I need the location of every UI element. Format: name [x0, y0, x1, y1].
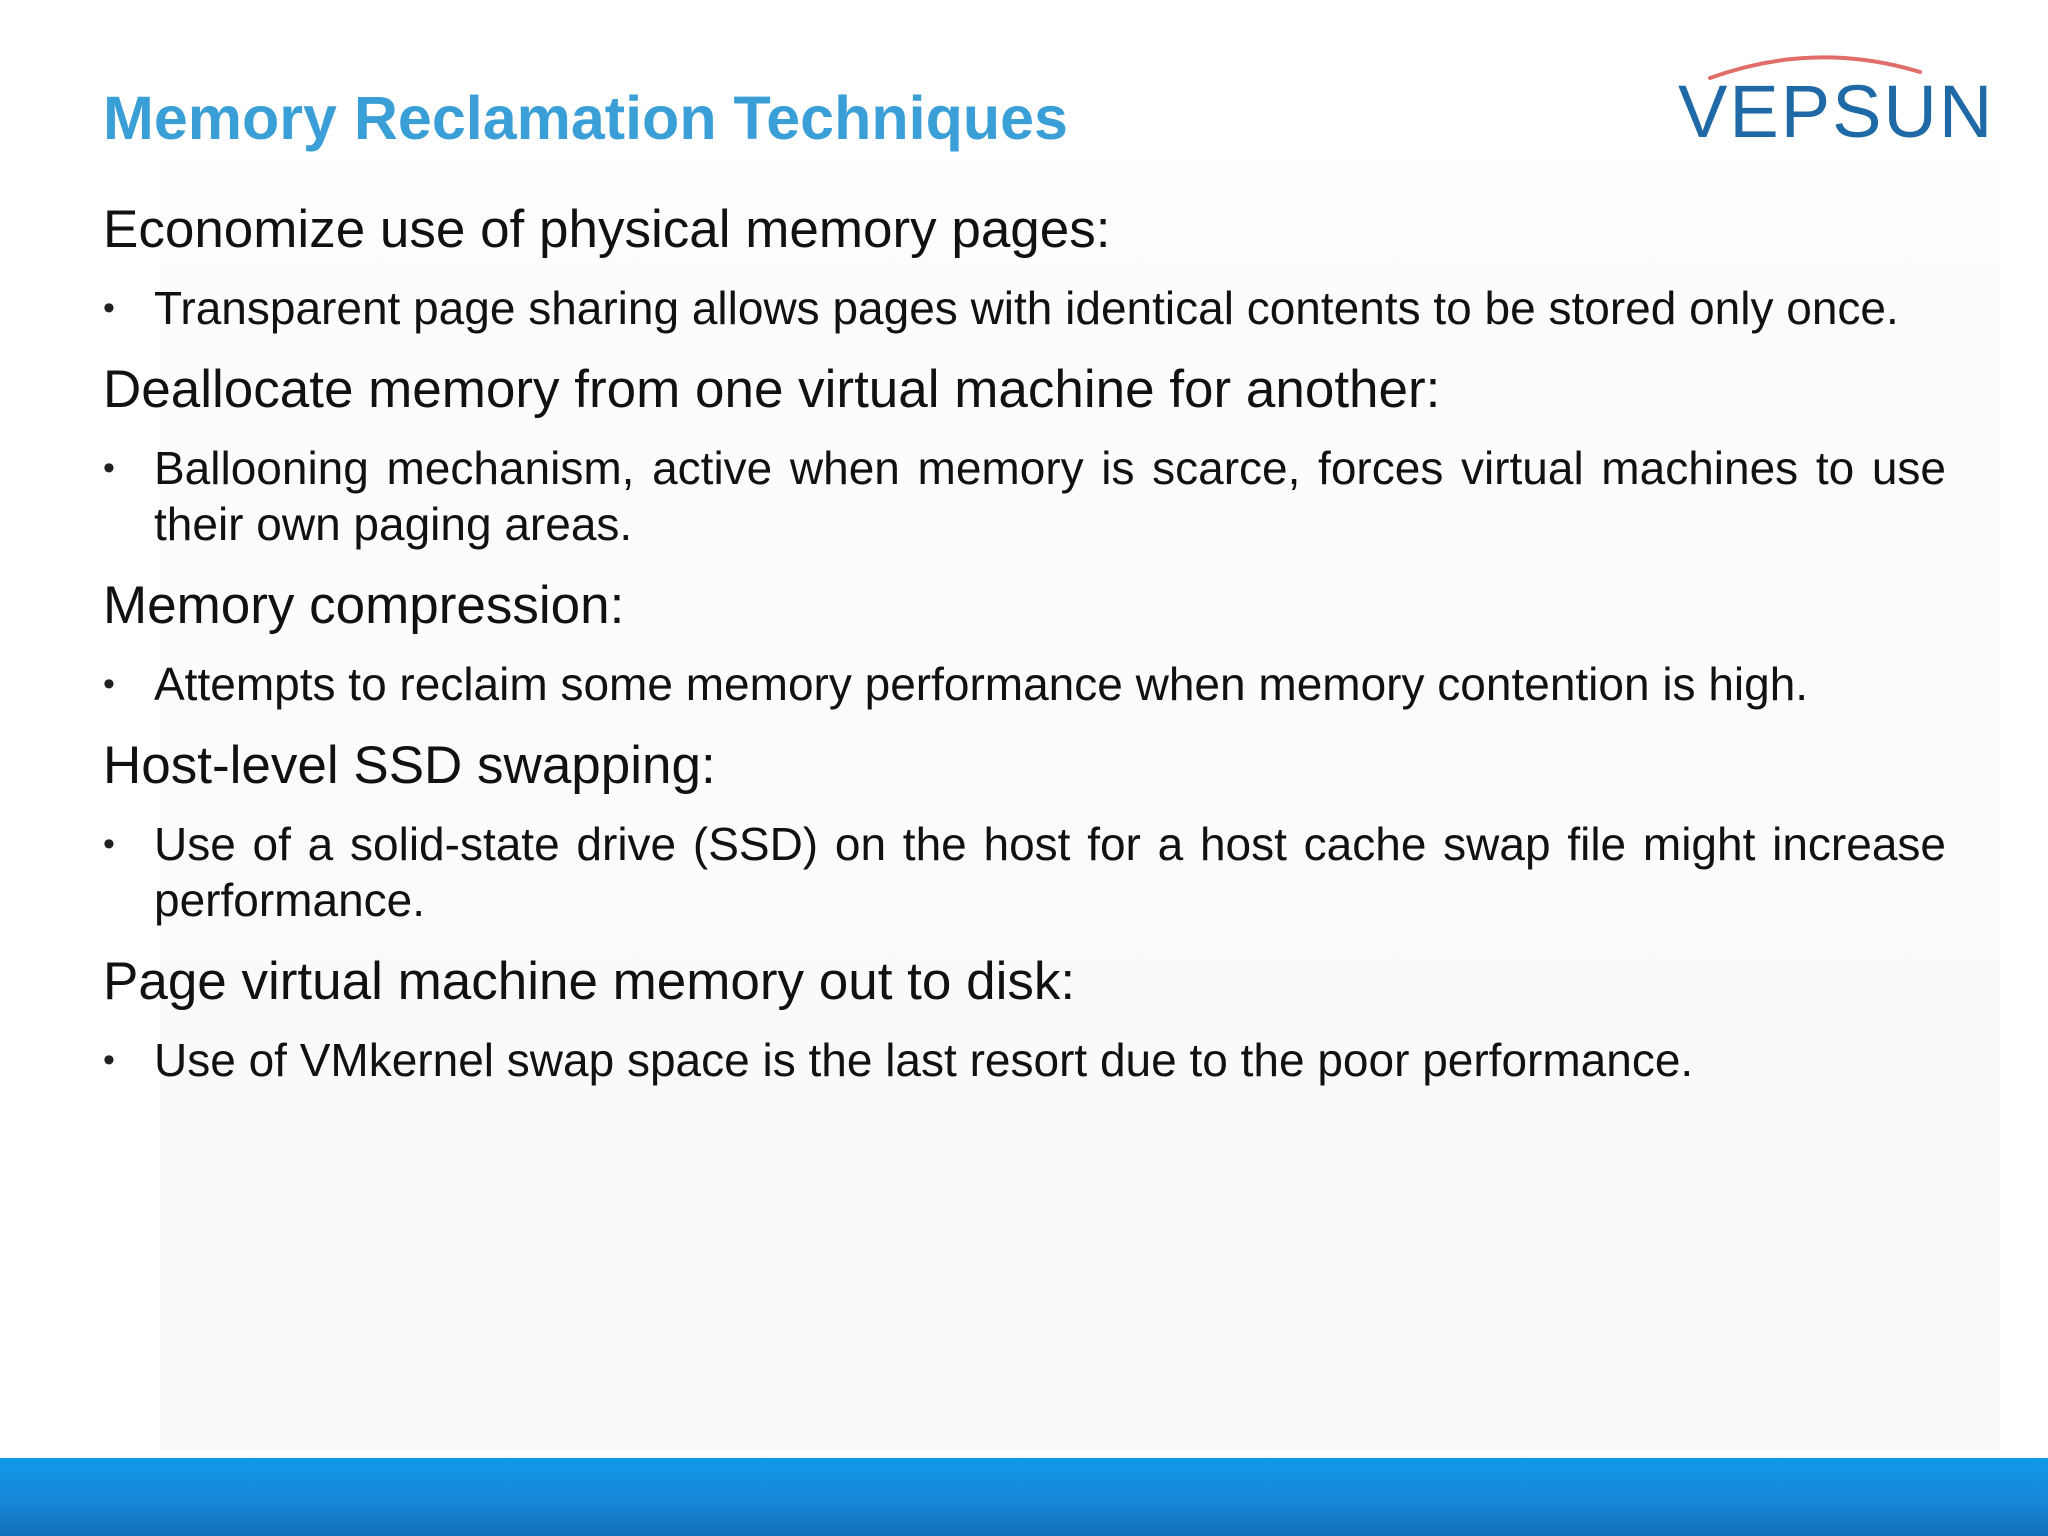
section-heading: Economize use of physical memory pages:: [103, 200, 1111, 259]
slide-title: Memory Reclamation Techniques: [103, 84, 1068, 152]
bullet-icon: •: [103, 665, 115, 703]
section-heading: Host-level SSD swapping:: [103, 736, 716, 795]
content-section: [103, 734, 1946, 928]
bullet-text: Ballooning mechanism, active when memory is scarce, forces virtual machines to use their own paging areas.: [154, 442, 1946, 550]
content-section: [103, 358, 1946, 552]
content-section: [103, 198, 1946, 336]
content-section: [103, 574, 1946, 712]
bullet-text: Transparent page sharing allows pages with identical contents to be stored only once.: [154, 282, 1899, 334]
bullet-item: [103, 440, 1946, 552]
section-heading: Deallocate memory from one virtual machine for another:: [103, 360, 1441, 419]
bullet-item: [103, 816, 1946, 928]
bullet-item: [103, 656, 1946, 712]
vepsun-logo: [1670, 48, 1995, 153]
bullet-text: Attempts to reclaim some memory performance when memory contention is high.: [154, 658, 1809, 710]
bullet-icon: •: [103, 1041, 115, 1079]
bullet-icon: •: [103, 825, 115, 863]
footer-bar: [0, 1458, 2048, 1536]
bullet-item: [103, 1032, 1946, 1088]
bullet-icon: •: [103, 449, 115, 487]
bullet-item: [103, 280, 1946, 336]
logo-wordmark: VEPSUN: [1678, 70, 1995, 153]
section-heading: Page virtual machine memory out to disk:: [103, 952, 1076, 1011]
section-heading: Memory compression:: [103, 576, 625, 635]
bullet-text: Use of VMkernel swap space is the last resort due to the poor performance.: [154, 1034, 1694, 1086]
content-list: [103, 198, 1946, 1088]
bullet-icon: •: [103, 289, 115, 327]
content-section: [103, 950, 1946, 1088]
bullet-text: Use of a solid-state drive (SSD) on the host for a host cache swap file might increase performance.: [154, 818, 1946, 926]
